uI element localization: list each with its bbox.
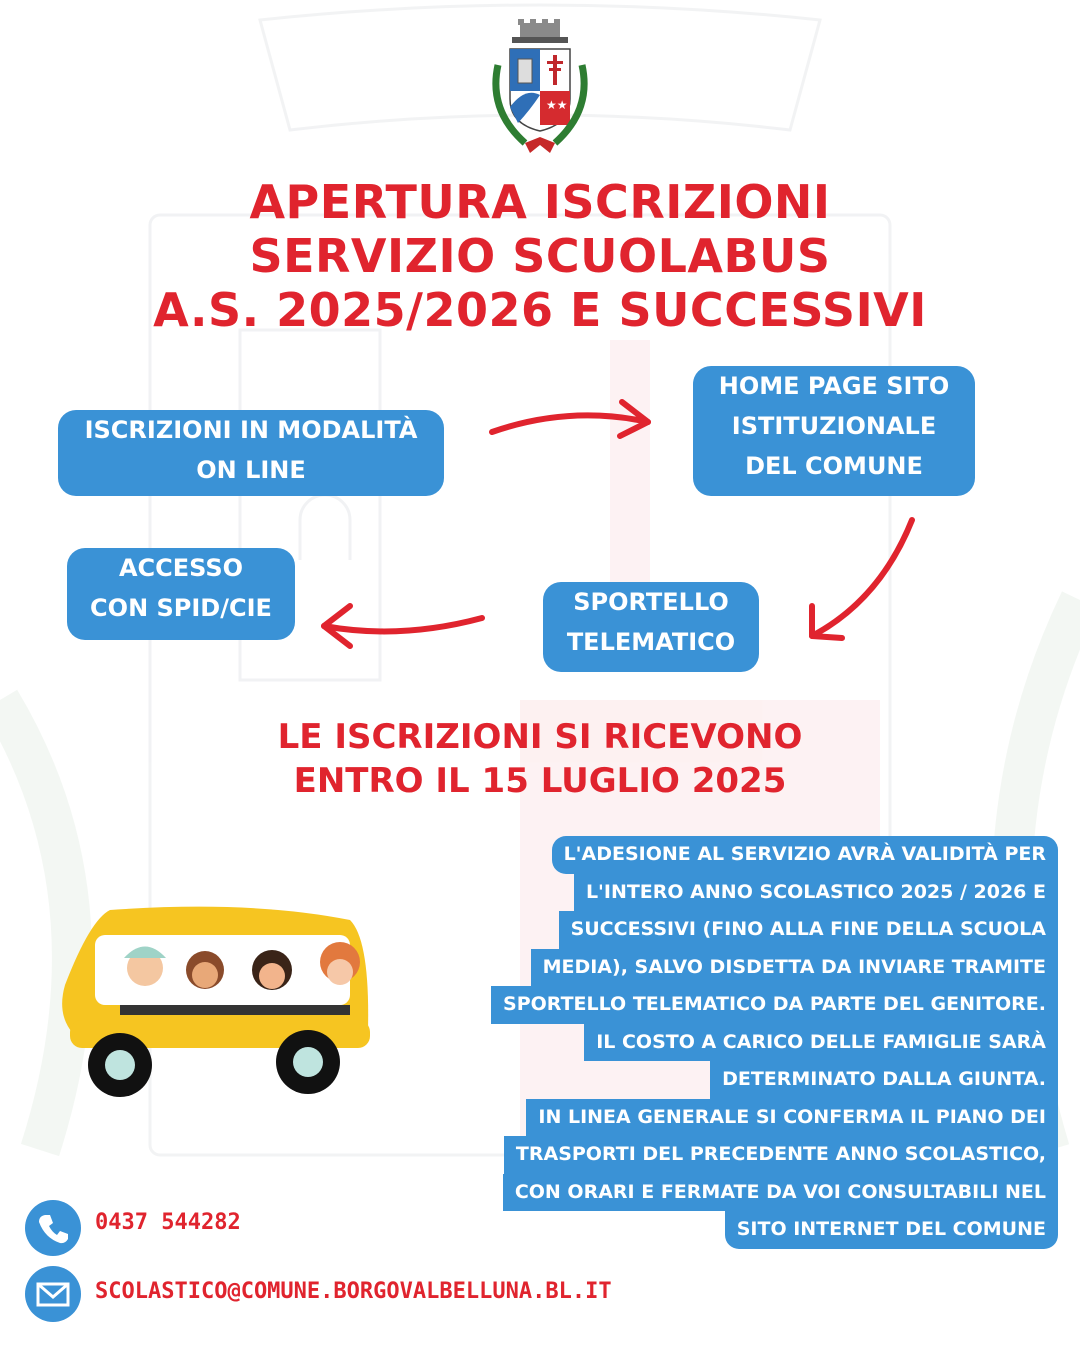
info-line	[410, 1174, 1058, 1212]
flow-step-1-line-2: ON LINE	[196, 456, 306, 484]
info-line	[410, 1136, 1058, 1174]
info-line	[410, 874, 1058, 912]
info-line	[410, 911, 1058, 949]
flow-step-1-line-1: ISCRIZIONI IN MODALITÀ	[84, 416, 418, 444]
info-line-text: MEDIA), SALVO DISDETTA DA INVIARE TRAMITE	[531, 949, 1058, 987]
flow-step-4-line-2: CON SPID/CIE	[90, 594, 272, 622]
info-line-text: SITO INTERNET DEL COMUNE	[725, 1211, 1058, 1249]
info-line-text: L'ADESIONE AL SERVIZIO AVRÀ VALIDITÀ PER	[552, 836, 1058, 874]
flow-step-2-line-1: HOME PAGE SITO	[718, 372, 950, 400]
svg-text:★★: ★★	[546, 98, 568, 112]
info-line-text: CON ORARI E FERMATE DA VOI CONSULTABILI NEL	[503, 1174, 1058, 1212]
info-line	[410, 986, 1058, 1024]
info-line-text: DETERMINATO DALLA GIUNTA.	[710, 1061, 1058, 1099]
info-line-text: IN LINEA GENERALE SI CONFERMA IL PIANO DEI	[526, 1099, 1058, 1137]
arrow-down-left-icon	[812, 520, 912, 636]
title-line-1: APERTURA ISCRIZIONI	[249, 175, 831, 229]
envelope-icon	[25, 1266, 81, 1322]
deadline-line-2: ENTRO IL 15 LUGLIO 2025	[293, 761, 787, 801]
arrow-right-icon	[492, 415, 648, 432]
info-line	[410, 1099, 1058, 1137]
deadline-line-1: LE ISCRIZIONI SI RICEVONO	[277, 717, 803, 757]
flow-step-2-line-2: ISTITUZIONALE	[731, 412, 937, 440]
info-line	[410, 1061, 1058, 1099]
email-address[interactable]: SCOLASTICO@COMUNE.BORGOVALBELLUNA.BL.IT	[95, 1279, 612, 1304]
flow-step-4-line-1: ACCESSO	[118, 554, 244, 582]
info-line-text: TRASPORTI DEL PRECEDENTE ANNO SCOLASTICO,	[504, 1136, 1058, 1174]
info-line-text: SPORTELLO TELEMATICO DA PARTE DEL GENITORE.	[491, 986, 1058, 1024]
phone-icon	[25, 1200, 81, 1256]
deadline-heading	[0, 715, 1080, 803]
flow-step-3-line-1: SPORTELLO	[573, 588, 729, 616]
school-bus-illustration	[50, 900, 410, 1100]
flow-step-2-line-3: DEL COMUNE	[745, 452, 923, 480]
info-line-text: SUCCESSIVI (FINO ALLA FINE DELLA SCUOLA	[559, 911, 1058, 949]
title-line-3: A.S. 2025/2026 E SUCCESSIVI	[153, 283, 927, 337]
title-line-2: SERVIZIO SCUOLABUS	[249, 229, 831, 283]
info-line	[410, 949, 1058, 987]
info-line-text: L'INTERO ANNO SCOLASTICO 2025 / 2026 E	[574, 874, 1058, 912]
arrow-left-icon	[324, 618, 482, 631]
info-line	[410, 1211, 1058, 1249]
info-paragraph	[410, 836, 1058, 1249]
info-line-text: IL COSTO A CARICO DELLE FAMIGLIE SARÀ	[584, 1024, 1058, 1062]
info-line	[410, 1024, 1058, 1062]
flow-step-3-line-2: TELEMATICO	[566, 628, 736, 656]
info-line	[410, 836, 1058, 874]
phone-number[interactable]: 0437 544282	[95, 1210, 241, 1235]
